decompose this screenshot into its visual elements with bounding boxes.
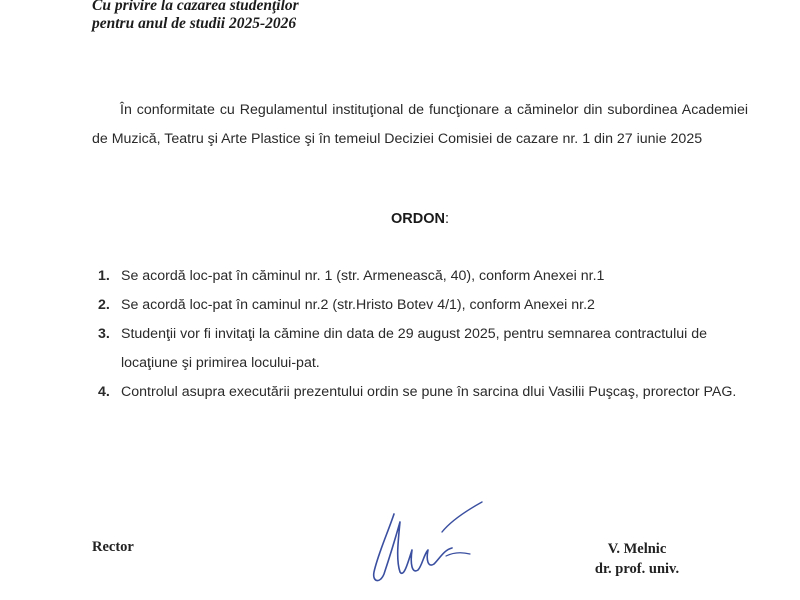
list-item-text: Se acordă loc-pat în caminul nr.2 (str.Hristo Botev 4/1), conform Anexei nr.2 (121, 297, 595, 313)
list-item-text: Controlul asupra executării prezentului ordin se pune în sarcina dlui Vasilii Puşcaş, prorector PAG. (121, 384, 737, 400)
signer-title: dr. prof. univ. (594, 561, 680, 577)
signature-stroke (442, 502, 482, 532)
list-item-number: 2. (98, 297, 110, 313)
signer-role: Rector (92, 539, 134, 555)
signature-stroke (446, 553, 470, 556)
list-item-text: Studenţii vor fi invitaţi la cămine din data de 29 august 2025, pentru semnarea contractului de locaţiune şi primirea locului-pat. (121, 326, 707, 371)
list-item-text: Se acordă loc-pat în căminul nr. 1 (str. Armenească, 40), conform Anexei nr.1 (121, 268, 605, 284)
intro-paragraph: În conformitate cu Regulamentul instituţional de funcţionare a căminelor din subordinea Academiei de Muzică, Teatru şi Arte Plastice şi în temeiul Deciziei Comisiei de cazare nr. 1 din 27 iunie 2025 (92, 102, 748, 147)
signature-stroke (374, 514, 452, 581)
handwritten-signature (360, 492, 490, 592)
subject-line-1: Cu privire la cazarea studenţilor (92, 0, 299, 14)
order-heading-word: ORDON (390, 211, 445, 227)
list-item-number: 3. (98, 326, 110, 342)
list-item-number: 1. (98, 268, 110, 284)
signer-name: V. Melnic (607, 541, 667, 557)
subject-line-2: pentru anul de studii 2025-2026 (92, 15, 297, 32)
list-item-number: 4. (98, 384, 110, 400)
signer-details (582, 539, 692, 579)
order-heading-colon: : (444, 211, 449, 227)
